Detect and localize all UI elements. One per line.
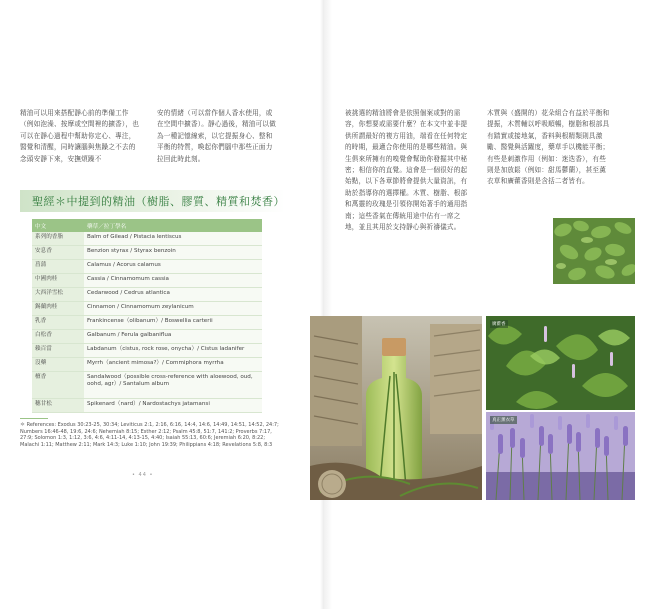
table-row: [32, 232, 262, 246]
right-page-column-1: [345, 108, 470, 233]
table-cell-chinese: 檀香: [32, 372, 84, 399]
table-row: [32, 344, 262, 358]
patchouli-photo: [486, 316, 635, 410]
paragraph: 安的情緒（可以當作個人香水使用，或在空間中擴香）。靜心過後，精油可以做為一種記憶線索，以它提振身心、整和平衡的特質，喚起你們腦中那些正面力拉回此時此刻。: [157, 109, 276, 163]
table-cell-latin: Spikenard（nard）/ Nardostachys jatamansi: [84, 399, 262, 413]
table-header-row: [32, 219, 262, 232]
table-cell-chinese: 大西洋雪松: [32, 288, 84, 302]
left-page-column-1: [20, 108, 140, 165]
table-row: [32, 372, 262, 399]
table-row: [32, 246, 262, 260]
table-cell-chinese: 白松香: [32, 330, 84, 344]
lavender-caption: 真正薰衣草: [492, 418, 515, 423]
table-row: [32, 399, 262, 413]
herb-plant-image: [553, 218, 635, 284]
lavender-photo: [486, 412, 635, 500]
page-shadow: [324, 0, 332, 609]
left-page-column-2: [157, 108, 277, 165]
patchouli-caption: 廣藿香: [492, 322, 506, 327]
table-row: [32, 316, 262, 330]
paragraph: 被挑選的精油將會是依照個案或對的需容，你想要或需要什麼？在本文中並非提供所謂最好的複方用油，端看在任何特定的時期，最適合你使用的是哪些精油。與生俱來所擁有的嗅覺會幫助你發掘其中秘密；相信你的直覺。這會是一個很好的起始點，以下各章節將會提供大量資訊，有助於指導你的選擇權。木質、樹脂、根部和萬靈的玫瑰是引領你開始著手的通用指南；這些香氣在傳統用途中佔有一席之地，並且其用於支持靜心與祈禱儀式。: [345, 109, 468, 232]
table-cell-latin: Frankincense（olibanum）/ Boswellia carterii: [84, 316, 262, 330]
table-cell-latin: Cinnamon / Cinnamomum zeylanicum: [84, 302, 262, 316]
table-cell-chinese: 穗甘松: [32, 399, 84, 413]
table-cell-latin: Balm of Gilead / Pistacia lentiscus: [84, 232, 262, 246]
table-cell-chinese: 錫蘭肉桂: [32, 302, 84, 316]
table-cell-latin: Labdanum（cistus, rock rose, onycha）/ Cistus ladanifer: [84, 344, 262, 358]
table-row: [32, 302, 262, 316]
table-row: [32, 274, 262, 288]
table-cell-chinese: 沒藥: [32, 358, 84, 372]
table-header-latin: 藥草／拉丁學名: [84, 219, 262, 232]
table-cell-latin: Galbanum / Ferula galbaniflua: [84, 330, 262, 344]
herb-plant-photo: [553, 218, 635, 284]
patchouli-image: [486, 316, 635, 410]
footnote-divider: [20, 418, 48, 419]
paragraph: 精油可以用來搭配靜心前的準備工作（例如泡澡、按摩或空間裡的擴香），也可以在靜心過程中幫助你定心、專注，醫覺和清醒，同時讓腦與焦躁之不去的念頭安靜下來，安撫煩躁不: [20, 109, 139, 163]
references-footnote: ＊ References: Exodus 30:23-25, 30:34; Leviticus 2:1, 2:16, 6:16, 14:4, 14:6, 14:49, 14:51, 14:52, 24:7; Numbers 16:46-48, 19:6, 24:6; Nehemiah 8:15; Esther 2:12; Psalm 45:8, 51:7, 141:2; Proverbs 7:17, 27:9; Solomon 1:3, 1:12, 3:6, 4:6, 4:11-14, 4:13-15, 4:40; Isaiah 55:13, 60:6; Jeremiah 6:20, 8:22; Malachi 1:11; Matthew 2:11; Mark 14:3; Luke 1:10; John 19:39; Philippians 4:18; Revelations 5:8, 8:3: [20, 422, 279, 448]
table-cell-chinese: 乳香: [32, 316, 84, 330]
table-cell-chinese: 中國肉桂: [32, 274, 84, 288]
table-row: [32, 358, 262, 372]
table-row: [32, 260, 262, 274]
table-cell-latin: Myrrh（ancient mimosa?）/ Commiphora myrrha: [84, 358, 262, 372]
table-cell-latin: Calamus / Acorus calamus: [84, 260, 262, 274]
table-body: [32, 232, 262, 413]
table-row: [32, 288, 262, 302]
paragraph: 木質與（盛開的）花朵組合有益於平衡和提振，木質輔以呼吸順暢，樹脂和根部具有踏實或接地氣，香料與根精類則具激勵、醫覺與活躍度，藥草手以機能平衡；有些是刺激作用（例如：迷迭香），有些則是加放鬆（例如：甜馬鬱蘭），甚至薰衣草和廣藿香則是含括二者皆有。: [487, 109, 610, 186]
section-heading: 聖經＊中提到的精油（樹脂、膠質、精質和焚香）: [32, 195, 285, 208]
oil-bottle-image: [310, 316, 482, 500]
table-cell-chinese: 系列的香脂: [32, 232, 84, 246]
table-header-chinese: 中文: [32, 219, 84, 232]
table-cell-chinese: 賴百當: [32, 344, 84, 358]
bible-oils-table: [32, 219, 262, 413]
table-cell-latin: Benzion styrax / Styrax benzoin: [84, 246, 262, 260]
table-row: [32, 330, 262, 344]
right-page-column-2: [487, 108, 612, 188]
table-cell-chinese: 安息香: [32, 246, 84, 260]
table-cell-latin: Cassia / Cinnamomum cassia: [84, 274, 262, 288]
lavender-image: [486, 412, 635, 500]
table-cell-chinese: 菖蒲: [32, 260, 84, 274]
page-number: • 44 •: [132, 472, 154, 478]
table-cell-latin: Sandalwood（possible cross-reference with aloewood, oud, oohd, agr）/ Santalum album: [84, 372, 262, 399]
table-cell-latin: Cedarwood / Cedrus atlantica: [84, 288, 262, 302]
oil-bottle-photo: [310, 316, 482, 500]
